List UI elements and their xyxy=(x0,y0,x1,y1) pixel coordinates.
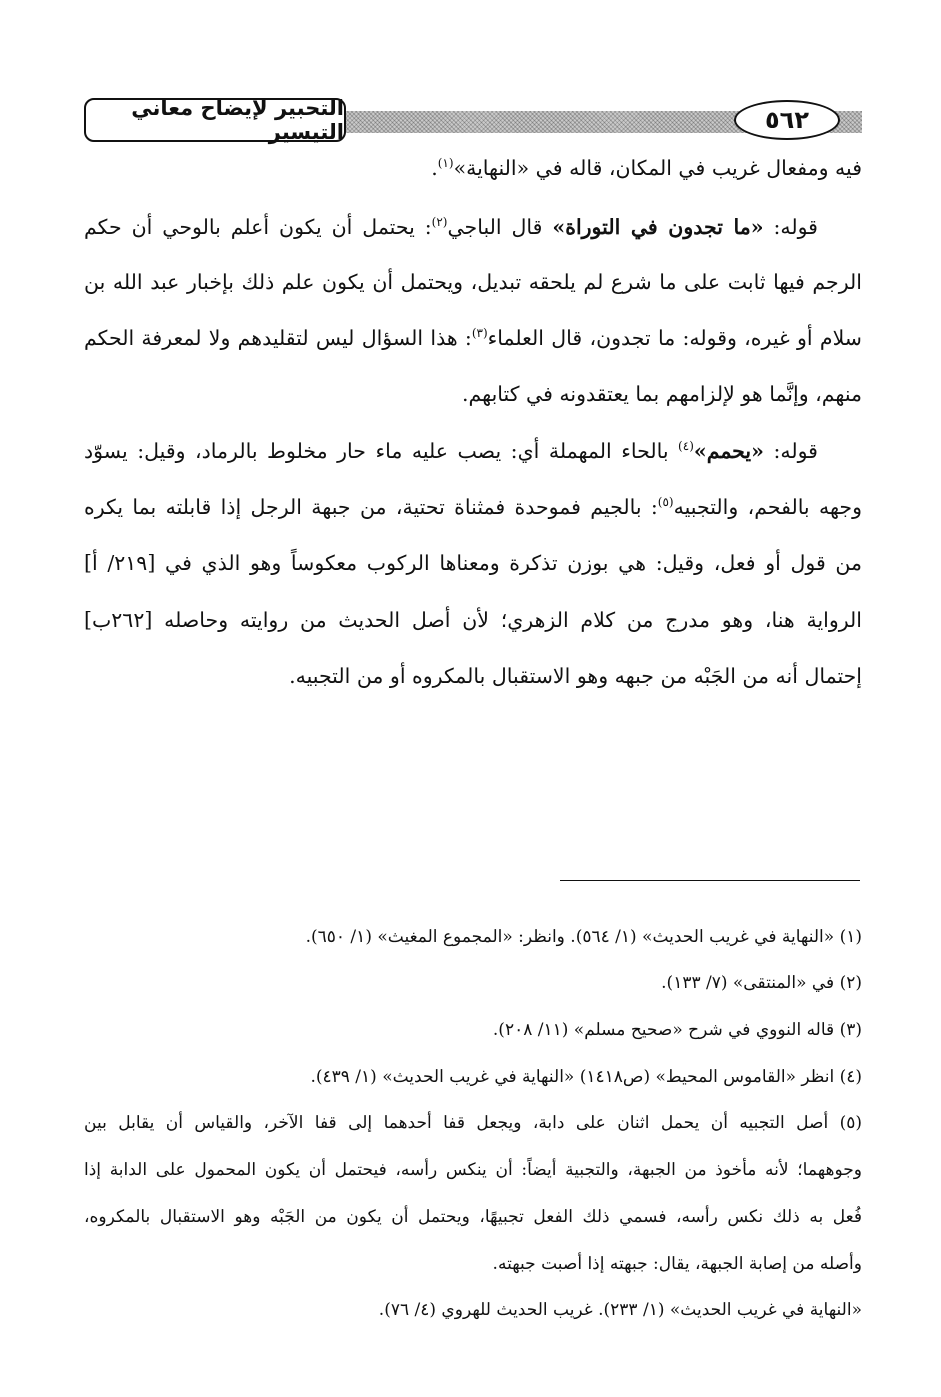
body-text: بالحاء المهملة أي: يصب عليه ماء حار مخلوط بالرماد، وقيل: يسوّد xyxy=(84,439,679,463)
page-header xyxy=(84,96,862,146)
body-text: الرواية هنا، وهو مدرج من كلام الزهري؛ لأن أصل الحديث من روايته وحاصله [٢٦٢ب] xyxy=(84,608,862,632)
body-line xyxy=(84,374,862,414)
body-text: : هذا السؤال ليس لتقليدهم ولا لمعرفة الحكم xyxy=(84,326,472,350)
body-line xyxy=(84,487,862,527)
quoted-phrase: «يحمم» xyxy=(693,439,764,463)
footnote-line: «النهاية في غريب الحديث» (١/ ٢٣٣). غريب الحديث للهروي (٤/ ٧٦). xyxy=(378,1300,862,1320)
running-title: التحبير لإيضاح معاني التيسير xyxy=(131,96,344,144)
body-line xyxy=(84,543,862,583)
footnote-line: (١) «النهاية في غريب الحديث» (١/ ٥٦٤). وانظر: «المجموع المغيث» (١/ ٦٥٠). xyxy=(305,927,862,947)
footnote-line: (٢) في «المنتقى» (٧/ ١٣٣). xyxy=(661,973,862,993)
footnote-ref: (٥) xyxy=(657,495,674,510)
body-text: قوله: xyxy=(763,439,818,463)
footnote-line: (٣) قاله النووي في شرح «صحيح مسلم» (١١/ ٢٠٨). xyxy=(492,1020,862,1040)
footnote-ref: (١) xyxy=(437,156,454,171)
footnote-ref: (٤) xyxy=(678,439,694,454)
footnote-ref: (٣) xyxy=(471,326,488,341)
page-number-oval xyxy=(734,100,840,140)
footnote-line: فُعل به ذلك نكس رأسه، فسمي ذلك الفعل تجبيهًا، ويحتمل أن يكون من الجَبْه وهو الاستقبال بالمكروه، xyxy=(84,1207,862,1227)
page-number: ٥٦٢ xyxy=(765,106,809,134)
footnote-line: (٥) أصل التجبيه أن يحمل اثنان على دابة، ويجعل قفا أحدهما إلى قفا الآخر، والقياس أن يقابل بين xyxy=(84,1113,862,1133)
body-text: قوله: xyxy=(763,215,818,239)
body-line xyxy=(84,148,862,188)
body-text: فيه ومفعال غريب في المكان، قاله في «النهاية» xyxy=(453,156,862,180)
body-text: الرجم فيها ثابت على ما شرع لم يلحقه تبديل، ويحتمل أن يكون علم ذلك بإخبار عبد الله بن xyxy=(84,270,862,294)
body-text: وجهه بالفحم، والتجبيه xyxy=(673,495,862,519)
quoted-phrase: «ما تجدون في التوراة» xyxy=(552,215,764,239)
body-line xyxy=(84,431,862,471)
footnote-line: وجوههما؛ لأنه مأخوذ من الجبهة، والتجبية أيضاً: أن ينكس رأسه، فيحتمل أن يكون المحمول على الدابة إذا xyxy=(84,1160,862,1180)
footnote-ref: (٢) xyxy=(431,215,448,230)
body-text: قال الباجي xyxy=(447,215,553,239)
body-text: : يحتمل أن يكون أعلم بالوحي أن حكم xyxy=(84,215,432,239)
body-text: من قول أو فعل، وقيل: هي بوزن تذكرة ومعناها الركوب معكوساً وهو الذي في [٢١٩/ أ] xyxy=(84,551,862,575)
body-line xyxy=(84,262,862,302)
footnote-line: (٤) انظر «القاموس المحيط» (ص١٤١٨) «النهاية في غريب الحديث» (١/ ٤٣٩). xyxy=(310,1067,862,1087)
body-text: : بالجيم فموحدة فمثناة تحتية، من جبهة الرجل إذا قابلته بما يكره xyxy=(84,495,658,519)
body-line xyxy=(84,656,862,696)
running-title-box xyxy=(84,98,346,142)
body-text: إحتمال أنه من الجَبْه من جبهه وهو الاستقبال بالمكروه أو من التجبيه. xyxy=(289,664,862,688)
body-text: سلام أو غيره، وقوله: ما تجدون، قال العلماء xyxy=(487,326,862,350)
body-line xyxy=(84,207,862,247)
body-line xyxy=(84,600,862,640)
body-line xyxy=(84,318,862,358)
body-text: منهم، وإنَّما هو لإلزامهم بما يعتقدونه في كتابهم. xyxy=(461,382,862,406)
body-text: . xyxy=(431,156,438,180)
footnote-separator xyxy=(560,880,860,881)
footnote-line: وأصله من إصابة الجبهة، يقال: جبهته إذا أصبت جبهته. xyxy=(492,1254,862,1274)
